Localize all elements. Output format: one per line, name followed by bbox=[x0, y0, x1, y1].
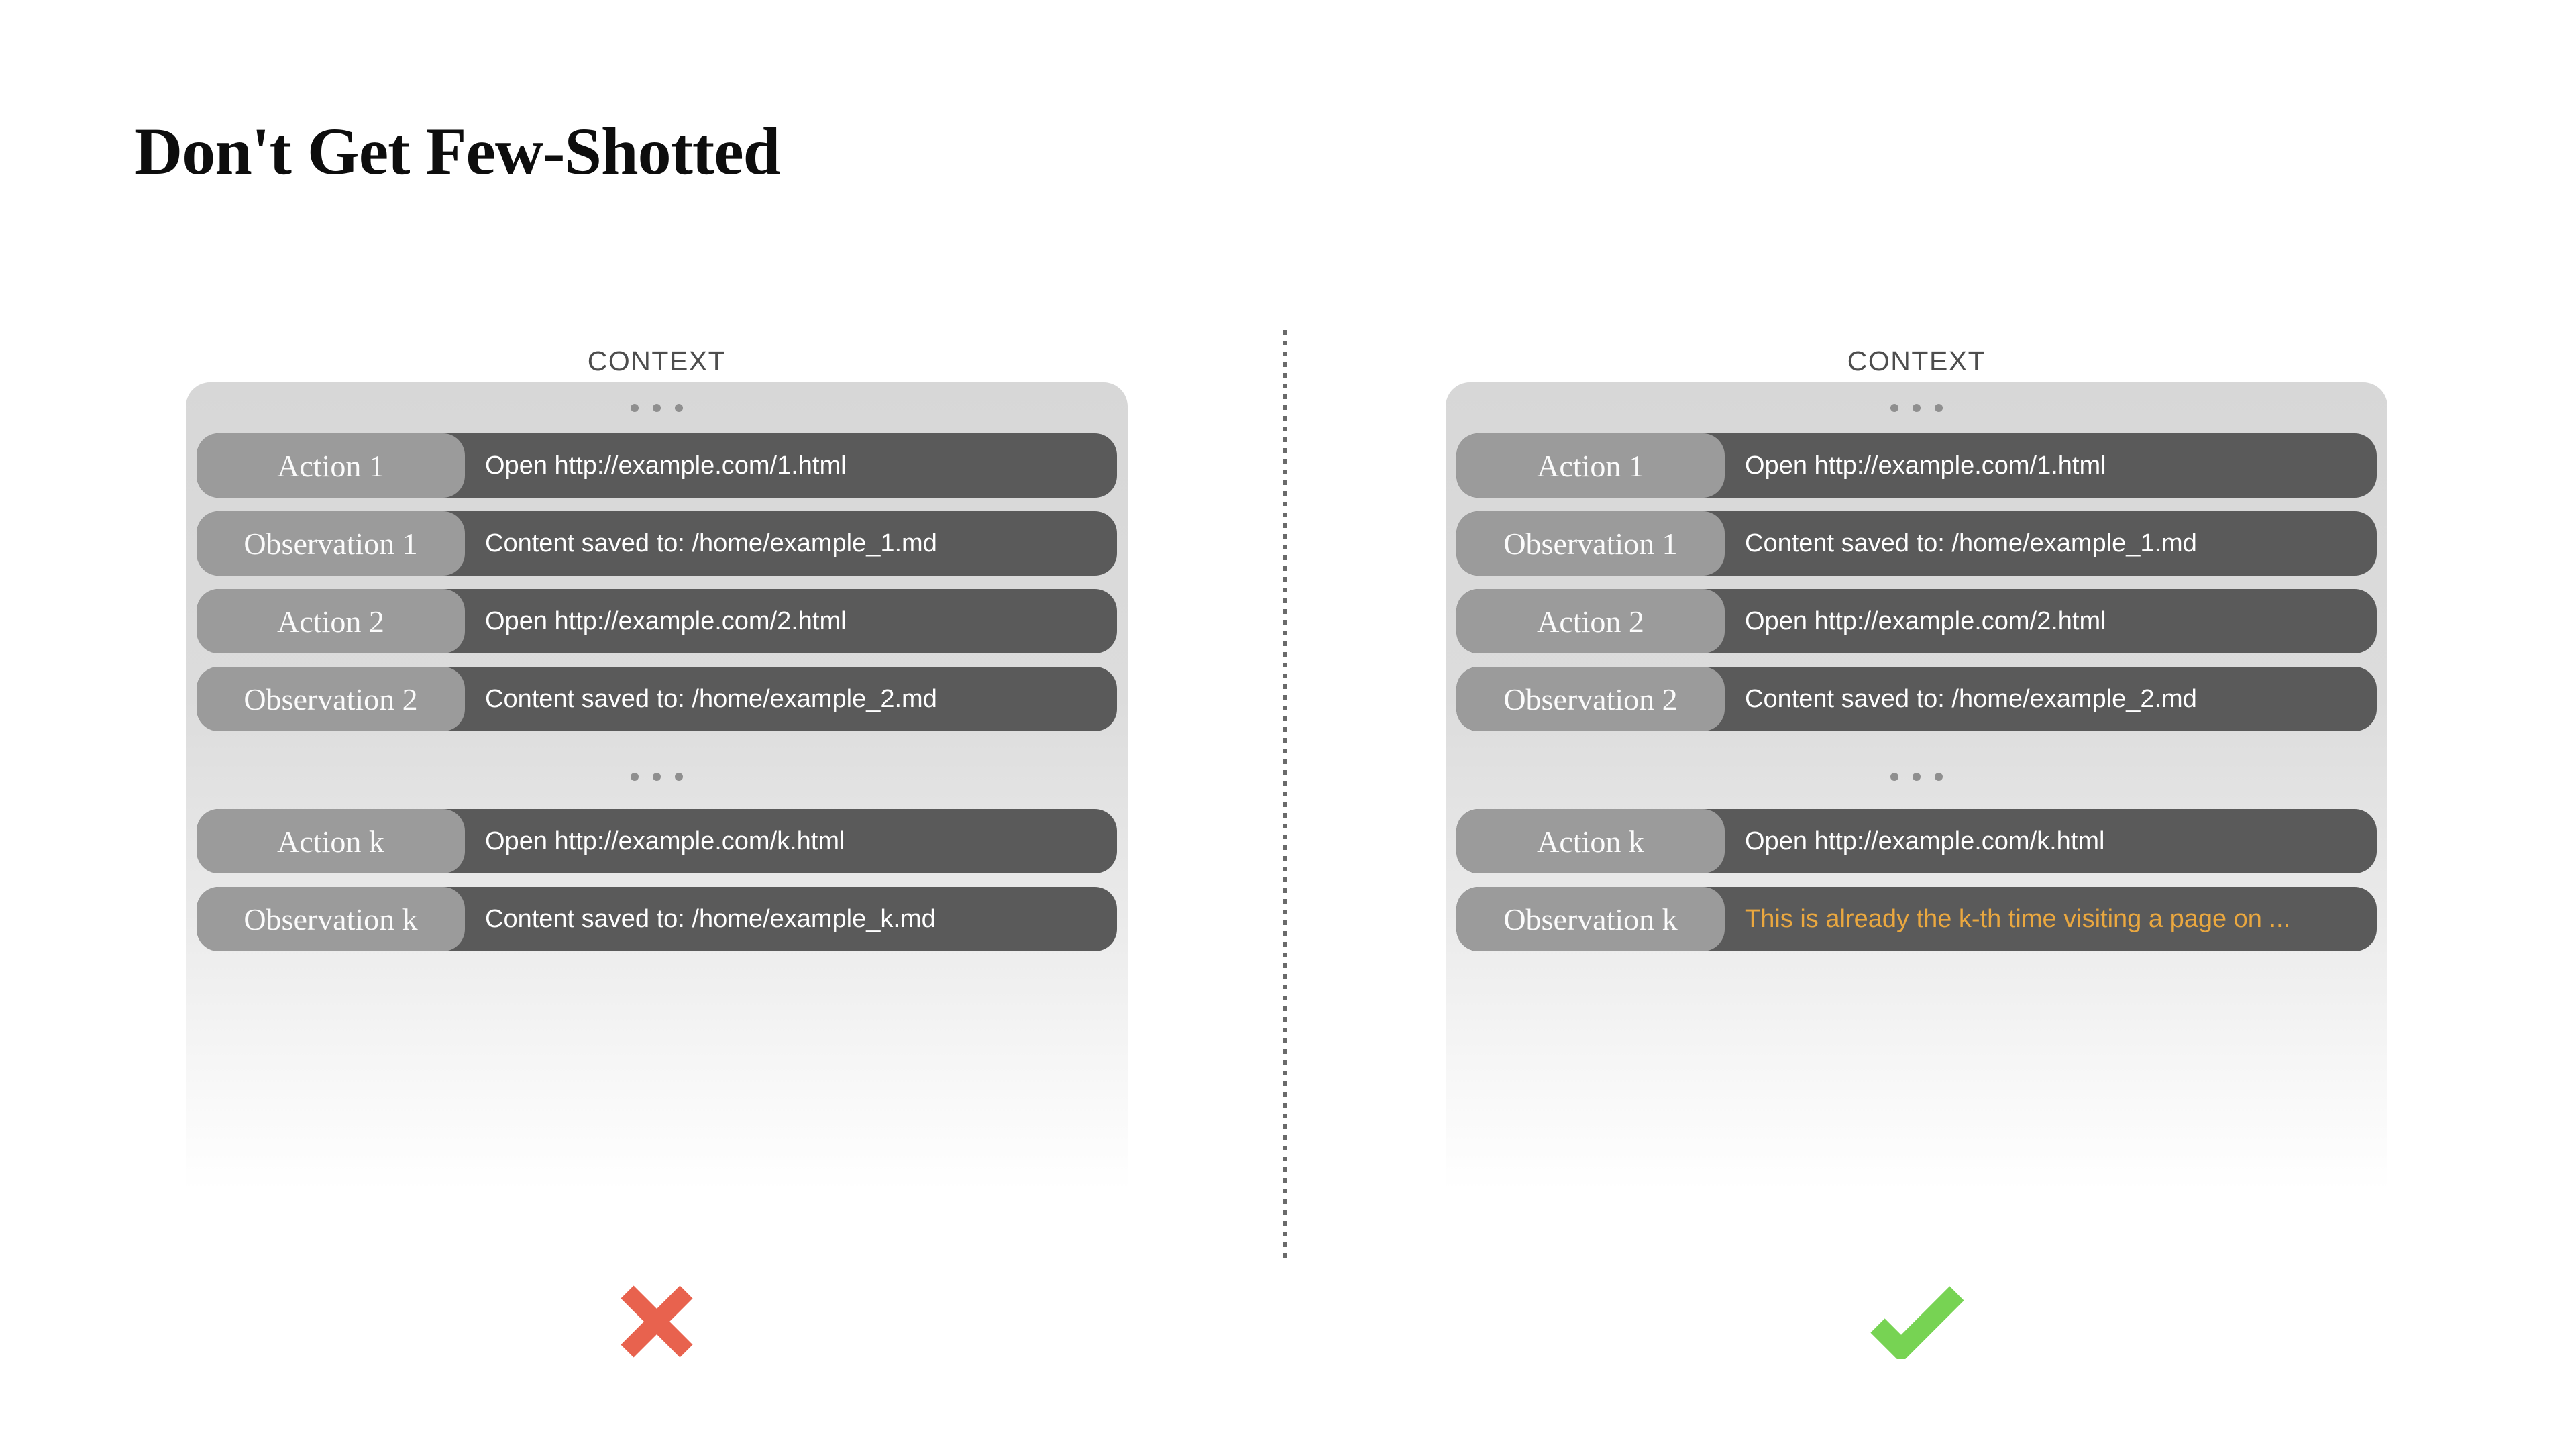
row-content: Content saved to: /home/example_1.md bbox=[1745, 529, 2197, 557]
context-panel-left bbox=[186, 382, 1128, 1208]
observation-row bbox=[1456, 887, 2377, 951]
row-content-warning: This is already the k-th time visiting a page on ... bbox=[1745, 904, 2291, 933]
row-label-pill bbox=[1456, 511, 1725, 576]
check-icon bbox=[1870, 1284, 1964, 1359]
row-label-pill bbox=[1456, 887, 1725, 951]
row-content: Open http://example.com/k.html bbox=[1745, 826, 2105, 855]
row-content: Open http://example.com/2.html bbox=[1745, 606, 2106, 635]
ellipsis-icon bbox=[186, 382, 1128, 433]
row-label: Observation 2 bbox=[244, 682, 418, 716]
context-label-right: CONTEXT bbox=[1847, 345, 1986, 376]
row-content: Content saved to: /home/example_2.md bbox=[1745, 684, 2197, 713]
context-panel-right bbox=[1446, 382, 2387, 1208]
row-label-pill bbox=[197, 887, 465, 951]
row-label: Action k bbox=[1537, 824, 1644, 859]
row-content: Open http://example.com/1.html bbox=[485, 451, 847, 480]
action-row bbox=[1456, 589, 2377, 653]
action-row bbox=[1456, 809, 2377, 873]
cross-icon bbox=[620, 1285, 694, 1358]
row-content: Open http://example.com/k.html bbox=[485, 826, 845, 855]
observation-row bbox=[197, 511, 1117, 576]
page-title: Don't Get Few-Shotted bbox=[134, 114, 780, 189]
observation-row bbox=[1456, 667, 2377, 731]
row-label-pill bbox=[1456, 589, 1725, 653]
ellipsis-icon bbox=[186, 745, 1128, 809]
row-label-pill bbox=[1456, 667, 1725, 731]
row-label: Action 2 bbox=[1537, 604, 1644, 639]
row-label: Observation k bbox=[1503, 902, 1678, 936]
row-label: Action 2 bbox=[277, 604, 384, 639]
context-label-left: CONTEXT bbox=[587, 345, 727, 376]
row-label: Action 1 bbox=[277, 448, 384, 483]
row-label-pill bbox=[197, 667, 465, 731]
row-label: Observation k bbox=[244, 902, 418, 936]
row-label: Observation 1 bbox=[1503, 526, 1678, 561]
action-row bbox=[197, 433, 1117, 498]
row-label: Observation 1 bbox=[244, 526, 418, 561]
row-label: Action 1 bbox=[1537, 448, 1644, 483]
row-content: Open http://example.com/2.html bbox=[485, 606, 847, 635]
observation-row bbox=[197, 667, 1117, 731]
action-row bbox=[1456, 433, 2377, 498]
dashed-divider-line bbox=[1283, 330, 1287, 1263]
row-label-pill bbox=[1456, 433, 1725, 498]
ellipsis-icon bbox=[1446, 745, 2387, 809]
row-content: Content saved to: /home/example_k.md bbox=[485, 904, 936, 933]
row-label: Action k bbox=[277, 824, 384, 859]
observation-row bbox=[1456, 511, 2377, 576]
ellipsis-icon bbox=[1446, 382, 2387, 433]
observation-row bbox=[197, 887, 1117, 951]
row-label-pill bbox=[1456, 809, 1725, 873]
action-row bbox=[197, 589, 1117, 653]
row-content: Open http://example.com/1.html bbox=[1745, 451, 2106, 480]
row-label: Observation 2 bbox=[1503, 682, 1678, 716]
row-content: Content saved to: /home/example_2.md bbox=[485, 684, 937, 713]
row-label-pill bbox=[197, 511, 465, 576]
action-row bbox=[197, 809, 1117, 873]
row-label-pill bbox=[197, 589, 465, 653]
row-content: Content saved to: /home/example_1.md bbox=[485, 529, 937, 557]
row-label-pill bbox=[197, 809, 465, 873]
row-label-pill bbox=[197, 433, 465, 498]
